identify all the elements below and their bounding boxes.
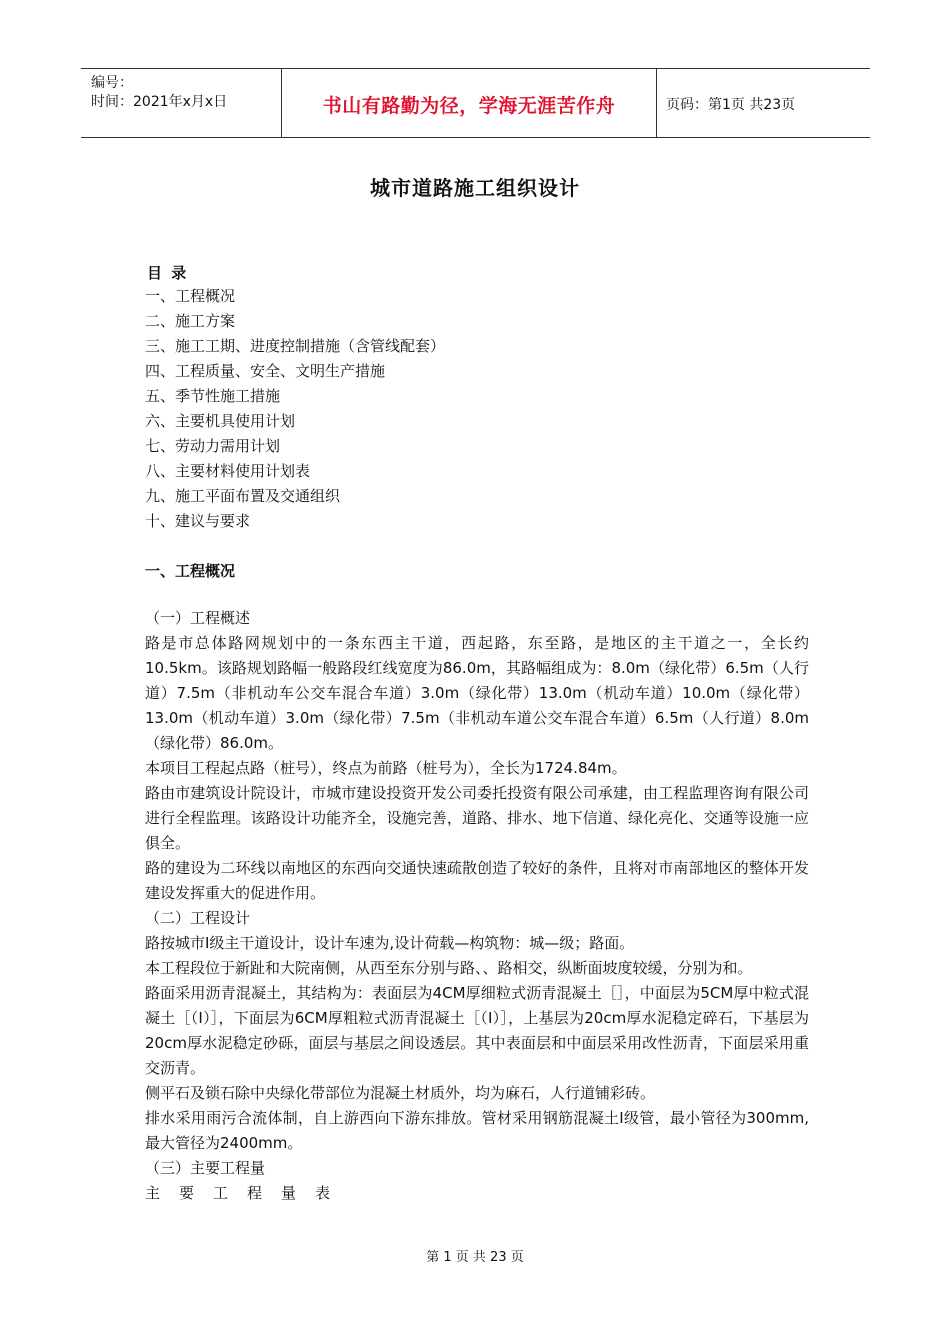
header-motto-cell <box>281 69 657 137</box>
body-paragraph: 路面采用沥青混凝土，其结构为：表面层为4CM厚细粒式沥青混凝土［］，中面层为5CM厚中粒式混凝土［（I）］，下面层为6CM厚粗粒式沥青混凝土［（I）］，上基层为20cm厚水泥稳定碎石，下基层为20cm厚水泥稳定砂砾，面层与基层之间设透层。其中表面层和中面层采用改性沥青，下面层采用重交沥青。 <box>145 984 809 1077</box>
page-number-label: 页码：第1页 共23页 <box>666 97 796 113</box>
serial-label: 编号： <box>91 75 133 91</box>
header-page-cell <box>656 69 870 137</box>
body-paragraph: 路的建设为二环线以南地区的东西向交通快速疏散创造了较好的条件，且将对市南部地区的整体开发建设发挥重大的促进作用。 <box>145 859 809 902</box>
subsection-heading: （一）工程概述 <box>145 609 251 627</box>
body-paragraph: 侧平石及锁石除中央绿化带部位为混凝土材质外，均为麻石，人行道铺彩砖。 <box>145 1084 656 1102</box>
body-paragraph: 路是市总体路网规划中的一条东西主干道，西起路，东至路，是地区的主干道之一，全长约10.5km。该路规划路幅一般路段红线宽度为86.0m，其路幅组成为：8.0m（绿化带）6.5m（人行道）7.5m（非机动车公交车混合车道）3.0m（绿化带）13.0m（机动车道）10.0m（绿化带）13.0m（机动车道）3.0m（绿化带）7.5m（非机动车道公交车混合车道）6.5m（人行道）8.0m（绿化带）86.0m。 <box>145 634 809 752</box>
toc-item: 八、主要材料使用计划表 <box>145 462 311 480</box>
subsection-heading: （二）工程设计 <box>145 909 251 927</box>
toc-item: 二、施工方案 <box>145 312 236 330</box>
toc-item: 六、主要机具使用计划 <box>145 412 296 430</box>
header-meta-cell <box>81 69 281 137</box>
table-of-contents <box>145 284 445 534</box>
toc-item: 七、劳动力需用计划 <box>145 437 281 455</box>
motto-text: 书山有路勤为径，学海无涯苦作舟 <box>322 95 616 117</box>
table-title: 主要工程量表 <box>145 1184 350 1202</box>
toc-item: 一、工程概况 <box>145 287 236 305</box>
body-paragraph: 本项目工程起点路（桩号），终点为前路（桩号为），全长为1724.84m。 <box>145 759 627 777</box>
time-label: 时间：2021年x月x日 <box>91 94 228 110</box>
toc-item: 四、工程质量、安全、文明生产措施 <box>145 362 386 380</box>
page-footer: 第 1 页 共 23 页 <box>426 1250 524 1265</box>
toc-item: 三、施工工期、进度控制措施（含管线配套） <box>145 337 446 355</box>
body-paragraph: 本工程段位于新趾和大院南侧，从西至东分别与路、、路相交，纵断面坡度较缓，分别为和。 <box>145 959 753 977</box>
body-paragraph: 排水采用雨污合流体制，自上游西向下游东排放。管材采用钢筋混凝土Ⅰ级管，最小管径为300mm,最大管径为2400mm。 <box>145 1109 809 1152</box>
section-body <box>145 606 809 1206</box>
toc-heading: 目 录 <box>147 264 189 282</box>
body-paragraph: 路按城市Ⅰ级主干道设计，设计车速为,设计荷载—构筑物：城—级；路面。 <box>145 934 635 952</box>
toc-item: 十、建议与要求 <box>145 512 251 530</box>
document-title: 城市道路施工组织设计 <box>370 176 580 200</box>
subsection-heading: （三）主要工程量 <box>145 1159 266 1177</box>
toc-item: 九、施工平面布置及交通组织 <box>145 487 341 505</box>
toc-item: 五、季节性施工措施 <box>145 387 281 405</box>
page-header <box>81 68 870 138</box>
body-paragraph: 路由市建筑设计院设计，市城市建设投资开发公司委托投资有限公司承建，由工程监理咨询有限公司进行全程监理。该路设计功能齐全，设施完善，道路、排水、地下信道、绿化亮化、交通等设施一应俱全。 <box>145 784 809 852</box>
section-heading: 一、工程概况 <box>145 562 236 580</box>
